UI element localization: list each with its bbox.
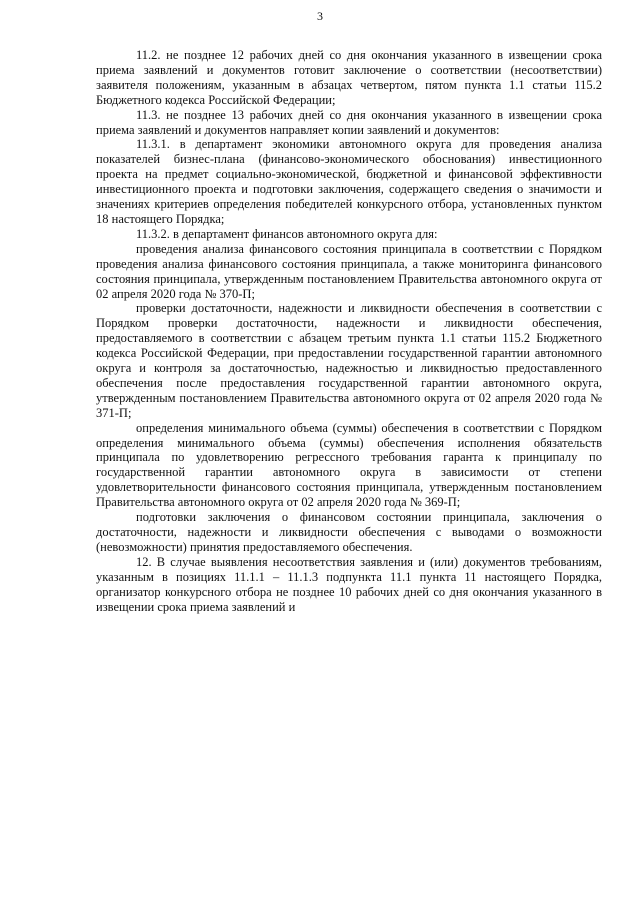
paragraph-11-3-1: 11.3.1. в департамент экономики автономного округа для проведения анализа показателей бизнес-плана (финансово-экономического обоснования) инвестиционного проекта на предмет социально-экономической, бюджетной и финансовой эффективности инвестиционного проекта и подготовки заключения, содержащего сведения о значимости и значениях критериев определения победителей конкурсного отбора, установленных пунктом 18 настоящего Порядка; bbox=[96, 137, 602, 226]
paragraph-11-3-2: 11.3.2. в департамент финансов автономного округа для: bbox=[136, 226, 438, 241]
paragraph-11-2: 11.2. не позднее 12 рабочих дней со дня окончания указанного в извещении срока приема заявлений и документов готовит заключение о соответствии (несоответствии) заявителя положениям, указанным в абзацах четвертом, пятом пункта 1.1 статьи 115.2 Бюджетного кодекса Российской Федерации; bbox=[96, 48, 602, 107]
document-body bbox=[96, 48, 602, 614]
paragraph-financial-analysis: проведения анализа финансового состояния принципала в соответствии с Порядком проведения анализа финансового состояния принципала, а также мониторинга финансового состояния принципала, утвержденным постановлением Правительства автономного округа от 02 апреля 2020 года № 370-П; bbox=[96, 241, 602, 301]
paragraph-collateral-check: проверки достаточности, надежности и ликвидности обеспечения в соответствии с Порядком проверки достаточности, надежности и ликвидности обеспечения, предоставляемого в соответствии с абзацем третьим пункта 1.1 статьи 115.2 Бюджетного кодекса Российской Федерации, при предоставлении государственной гарантии автономного округа и контроля за достаточностью, надежностью и ликвидностью предоставленного обеспечения после предоставления государственной гарантии автономного округа, утвержденным постановлением Правительства автономного округа от 02 апреля 2020 года № 371-П; bbox=[96, 301, 602, 420]
paragraph-minimum-collateral: определения минимального объема (суммы) обеспечения в соответствии с Порядком определения минимального объема (суммы) обеспечения исполнения обязательств принципала по удовлетворению регрессного требования гаранта к принципалу по государственной гарантии автономного округа в зависимости от степени удовлетворительности финансового состояния принципала, утвержденным постановлением Правительства автономного округа от 02 апреля 2020 года № 369-П; bbox=[96, 420, 602, 510]
paragraph-11-3: 11.3. не позднее 13 рабочих дней со дня окончания указанного в извещении срока приема заявлений и документов направляет копии заявлений и документов: bbox=[96, 107, 602, 137]
paragraph-12: 12. В случае выявления несоответствия заявления и (или) документов требованиям, указанным в позициях 11.1.1 – 11.1.3 подпункта 11.1 пункта 11 настоящего Порядка, организатор конкурсного отбора не позднее 10 рабочих дней со дня окончания указанного в извещении срока приема заявлений и bbox=[96, 554, 602, 614]
page-number: 3 bbox=[317, 9, 323, 23]
paragraph-conclusion-prep: подготовки заключения о финансовом состоянии принципала, заключения о достаточности, надежности и ликвидности обеспечения с выводами о возможности (невозможности) принятия предоставляемого обеспечения. bbox=[96, 510, 602, 554]
